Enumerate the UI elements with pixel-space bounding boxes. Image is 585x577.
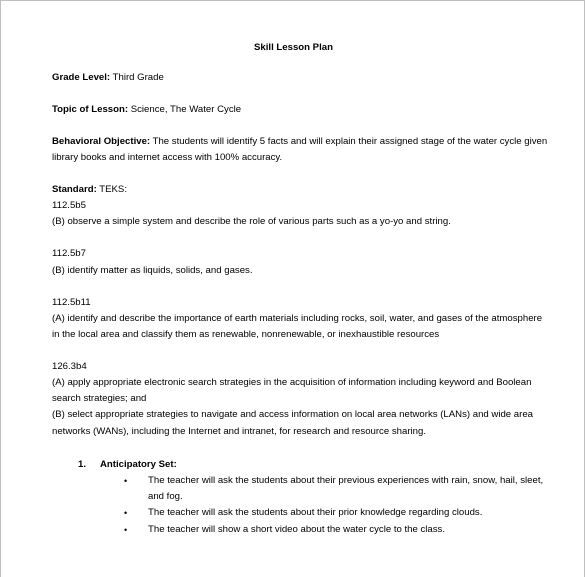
standard-text: (A) identify and describe the importance of earth materials including rocks, soil, water, and gases of the atmosphere — [52, 313, 543, 324]
topic-value: Science, The Water Cycle — [128, 104, 242, 115]
topic-label: Topic of Lesson: — [52, 104, 129, 115]
grade-level-label: Grade Level: — [52, 72, 111, 83]
bullet-text-continued: and fog. — [148, 491, 183, 502]
section-number: 1. — [78, 459, 87, 470]
grade-level-line — [52, 72, 164, 84]
standard-label: Standard: — [52, 184, 97, 195]
document-title: Skill Lesson Plan — [254, 42, 333, 53]
standard-code: 126.3b4 — [52, 361, 87, 372]
standard-code: 112.5b5 — [52, 200, 86, 211]
bullet-text: The teacher will ask the students about their previous experiences with rain, snow, hail, sleet, — [148, 475, 544, 486]
objective-line-1 — [52, 136, 547, 148]
bullet-icon: • — [124, 476, 128, 486]
objective-text-1: The students will identify 5 facts and will explain their assigned stage of the water cycle given — [150, 136, 548, 147]
bullet-icon: • — [124, 508, 128, 518]
bullet-text: The teacher will ask the students about their prior knowledge regarding clouds. — [148, 507, 483, 518]
standard-text: networks (WANs), including the Internet and intranet, for research and resource sharing. — [52, 426, 426, 437]
standard-code: 112.5b7 — [52, 248, 86, 259]
standard-text: (A) apply appropriate electronic search strategies in the acquisition of information including keyword and Boolean — [52, 377, 532, 388]
standard-text: (B) select appropriate strategies to navigate and access information on local area networks (LANs) and wide area — [52, 409, 534, 420]
standard-line — [52, 184, 127, 196]
bullet-icon: • — [124, 525, 128, 535]
standard-text: search strategies; and — [52, 393, 147, 404]
objective-label: Behavioral Objective: — [52, 136, 151, 147]
standard-value: TEKS: — [96, 184, 127, 195]
standard-text: in the local area and classify them as renewable, nonrenewable, or inexhaustible resources — [52, 329, 440, 340]
objective-line-2: library books and internet access with 100% accuracy. — [52, 152, 283, 163]
standard-text: (B) observe a simple system and describe the role of various parts such as a yo-yo and string. — [52, 216, 451, 227]
bullet-text: The teacher will show a short video about the water cycle to the class. — [148, 524, 446, 535]
standard-code: 112.5b11 — [52, 297, 91, 308]
grade-level-value: Third Grade — [110, 72, 164, 83]
standard-text: (B) identify matter as liquids, solids, and gases. — [52, 265, 253, 276]
topic-line — [52, 104, 241, 116]
section-heading: Anticipatory Set: — [100, 459, 177, 470]
